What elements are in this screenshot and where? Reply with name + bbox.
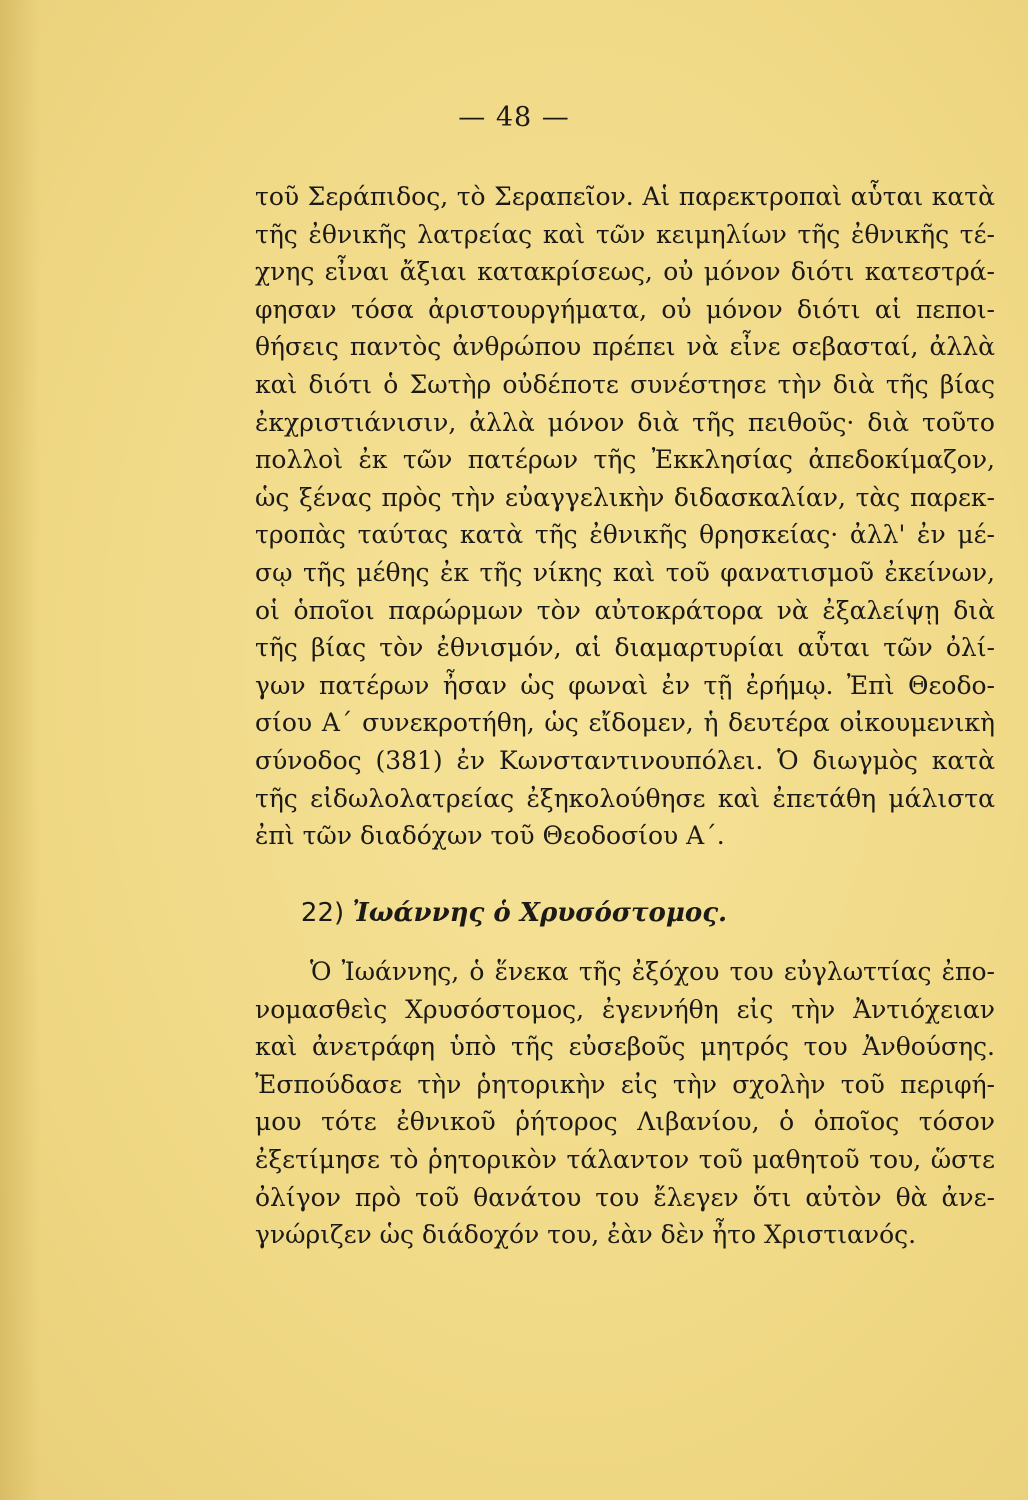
- text-line: καὶ διότι ὁ Σωτὴρ οὐδέποτε συνέστησε τὴν διὰ τῆς βίας: [255, 369, 995, 399]
- text-line: σύνοδος (381) ἐν Κωνσταντινουπόλει. Ὁ διωγμὸς κατὰ: [255, 745, 995, 775]
- paragraph-2: [255, 953, 995, 1254]
- text-line: μου τότε ἐθνικοῦ ῥήτορος Λιβανίου, ὁ ὁποῖος τόσον: [255, 1107, 995, 1137]
- text-line: τῆς ἐθνικῆς λατρείας καὶ τῶν κειμηλίων τῆς ἐθνικῆς τέ-: [255, 219, 995, 249]
- text-line: τῆς βίας τὸν ἐθνισμόν, αἱ διαμαρτυρίαι αὗται τῶν ὀλί-: [255, 633, 995, 663]
- text-line: τῆς εἰδωλολατρείας ἐξηκολούθησε καὶ ἐπετάθη μάλιστα: [255, 783, 995, 813]
- section-title: Ἰωάννης ὁ Χρυσόστομος.: [352, 898, 728, 928]
- section-heading: [0, 893, 1028, 933]
- text-line: σῳ τῆς μέθης ἐκ τῆς νίκης καὶ τοῦ φανατισμοῦ ἐκείνων,: [255, 557, 995, 587]
- text-line: τροπὰς ταύτας κατὰ τῆς ἐθνικῆς θρησκείας· ἀλλ' ἐν μέ-: [255, 520, 995, 550]
- text-line: ὡς ξένας πρὸς τὴν εὐαγγελικὴν διδασκαλίαν, τὰς παρεκ-: [255, 482, 995, 512]
- text-line: οἱ ὁποῖοι παρώρμων τὸν αὐτοκράτορα νὰ ἐξαλείψῃ διὰ: [255, 595, 995, 625]
- text-line: χνης εἶναι ἄξιαι κατακρίσεως, οὐ μόνον διότι κατεστρά-: [255, 257, 995, 287]
- section-number: 22): [300, 898, 345, 928]
- text-line: γνώριζεν ὡς διάδοχόν του, ἐὰν δὲν ἦτο Χριστιανός.: [255, 1220, 917, 1250]
- text-line: νομασθεὶς Χρυσόστομος, ἐγεννήθη εἰς τὴν Ἀντιόχειαν: [255, 994, 995, 1024]
- page-number: — 48 —: [458, 102, 570, 133]
- text-line: Ὁ Ἰωάννης, ὁ ἕνεκα τῆς ἐξόχου του εὐγλωττίας ἐπο-: [310, 957, 995, 986]
- text-line: θήσεις παντὸς ἀνθρώπου πρέπει νὰ εἶνε σεβασταί, ἀλλὰ: [255, 332, 995, 362]
- text-line: Ἐσπούδασε τὴν ῥητορικὴν εἰς τὴν σχολὴν τοῦ περιφή-: [255, 1069, 995, 1099]
- text-line: ἐκχριστιάνισιν, ἀλλὰ μόνον διὰ τῆς πειθοῦς· διὰ τοῦτο: [255, 407, 995, 437]
- text-line: φησαν τόσα ἀριστουργήματα, οὐ μόνον διότι αἱ πεποι-: [255, 294, 995, 324]
- text-line: ὀλίγον πρὸ τοῦ θανάτου του ἔλεγεν ὅτι αὐτὸν θὰ ἀνε-: [255, 1182, 995, 1212]
- text-line: σίου Α΄ συνεκροτήθη, ὡς εἴδομεν, ἡ δευτέρα οἰκουμενικὴ: [255, 708, 995, 738]
- text-line: ἐπὶ τῶν διαδόχων τοῦ Θεοδοσίου Α΄.: [255, 821, 725, 851]
- text-line: τοῦ Σεράπιδος, τὸ Σεραπεῖον. Αἱ παρεκτροπαὶ αὗται κατὰ: [255, 182, 995, 211]
- text-line: γων πατέρων ἦσαν ὡς φωναὶ ἐν τῇ ἐρήμῳ. Ἐπὶ Θεοδο-: [255, 670, 995, 700]
- text-line: πολλοὶ ἐκ τῶν πατέρων τῆς Ἐκκλησίας ἀπεδοκίμαζον,: [255, 445, 995, 475]
- text-line: καὶ ἀνετράφη ὑπὸ τῆς εὐσεβοῦς μητρός του Ἀνθούσης.: [255, 1032, 995, 1062]
- text-line: ἐξετίμησε τὸ ῥητορικὸν τάλαντον τοῦ μαθητοῦ του, ὥστε: [255, 1144, 995, 1174]
- page-edge-shadow: [0, 0, 40, 1500]
- paragraph-1: [255, 178, 995, 855]
